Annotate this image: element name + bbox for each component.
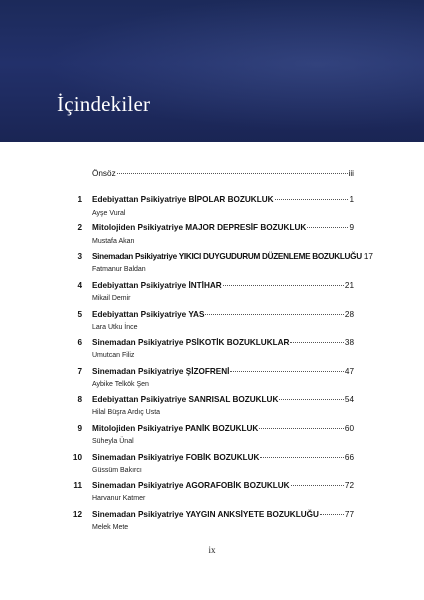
preface-page: iii bbox=[348, 169, 354, 178]
chapter-page: 21 bbox=[344, 281, 354, 290]
chapter-title: Mitolojiden Psikiyatriye PANİK BOZUKLUK bbox=[92, 424, 259, 433]
chapter-title: Mitolojiden Psikiyatriye MAJOR DEPRESİF BOZUKLUK bbox=[92, 223, 307, 232]
chapter-number: 3 bbox=[77, 252, 82, 261]
toc-entry[interactable] bbox=[92, 310, 354, 319]
toc-entry[interactable] bbox=[92, 367, 354, 376]
chapter-title: Sinemadan Psikiyatriye AGORAFOBİK BOZUKLUK bbox=[92, 481, 290, 490]
preface-title: Önsöz bbox=[92, 169, 116, 178]
chapter-page: 54 bbox=[344, 395, 354, 404]
chapter-title: Sinemadan Psikiyatriye PSİKOTİK BOZUKLUKLAR bbox=[92, 338, 290, 347]
leader-dots bbox=[320, 514, 344, 515]
chapter-title: Edebiyattan Psikiyatriye BİPOLAR BOZUKLUK bbox=[92, 195, 274, 204]
page-title: İçindekiler bbox=[57, 92, 151, 116]
toc-entry[interactable] bbox=[92, 395, 354, 404]
leader-dots bbox=[307, 227, 348, 228]
chapter-author: Ayşe Vural bbox=[92, 210, 126, 217]
chapter-title: Edebiyattan Psikiyatriye YAS bbox=[92, 310, 205, 319]
chapter-author: Umutcan Filiz bbox=[92, 352, 135, 359]
chapter-page: 1 bbox=[349, 195, 354, 204]
leader-dots bbox=[275, 199, 349, 200]
chapter-title: Edebiyattan Psikiyatriye İNTİHAR bbox=[92, 281, 222, 290]
chapter-number: 2 bbox=[77, 223, 82, 232]
leader-dots bbox=[260, 457, 343, 458]
chapter-number: 4 bbox=[77, 281, 82, 290]
chapter-title: Edebiyattan Psikiyatriye SANRISAL BOZUKLUK bbox=[92, 395, 279, 404]
leader-dots bbox=[205, 314, 343, 315]
chapter-page: 60 bbox=[344, 424, 354, 433]
leader-dots bbox=[290, 342, 343, 343]
chapter-title: Sinemadan Psikiyatriye YAYGIN ANKSİYETE BOZUKLUĞU bbox=[92, 510, 319, 519]
chapter-number: 8 bbox=[77, 395, 82, 404]
chapter-page: 72 bbox=[344, 481, 354, 490]
toc-entry[interactable] bbox=[92, 195, 354, 204]
leader-dots bbox=[223, 285, 344, 286]
chapter-page: 28 bbox=[344, 310, 354, 319]
leader-dots bbox=[117, 173, 348, 174]
chapter-number: 5 bbox=[77, 310, 82, 319]
chapter-number: 7 bbox=[77, 367, 82, 376]
leader-dots bbox=[259, 428, 344, 429]
chapter-title: Sinemadan Psikiyatriye ŞİZOFRENİ bbox=[92, 367, 230, 376]
chapter-author: Süheyla Ünal bbox=[92, 438, 134, 445]
chapter-number: 9 bbox=[77, 424, 82, 433]
chapter-author: Aybike Telkök Şen bbox=[92, 381, 149, 388]
toc-entry-preface[interactable] bbox=[92, 169, 354, 178]
chapter-page: 38 bbox=[344, 338, 354, 347]
chapter-number: 6 bbox=[77, 338, 82, 347]
toc-entry[interactable] bbox=[92, 481, 354, 490]
chapter-author: Güssüm Bakırcı bbox=[92, 467, 142, 474]
leader-dots bbox=[279, 399, 344, 400]
toc-entry[interactable] bbox=[92, 453, 354, 462]
chapter-page: 9 bbox=[349, 223, 354, 232]
toc-entry[interactable] bbox=[92, 510, 354, 519]
chapter-number: 12 bbox=[72, 510, 82, 519]
chapter-page: 47 bbox=[344, 367, 354, 376]
chapter-author: Fatmanur Baldan bbox=[92, 266, 146, 273]
chapter-title: Sinemadan Psikiyatriye FOBİK BOZUKLUK bbox=[92, 453, 260, 462]
toc-entry[interactable] bbox=[92, 223, 354, 232]
chapter-author: Mustafa Akan bbox=[92, 238, 135, 245]
leader-dots bbox=[291, 485, 344, 486]
leader-dots bbox=[230, 371, 343, 372]
chapter-number: 10 bbox=[72, 453, 82, 462]
page-number: ix bbox=[208, 545, 216, 555]
chapter-author: Harvanur Katmer bbox=[92, 495, 146, 502]
chapter-title: Sinemadan Psikiyatriye YIKICI DUYGUDURUM DÜZENLEME BOZUKLUĞU bbox=[92, 252, 362, 261]
chapter-author: Hilal Büşra Ardıç Usta bbox=[92, 409, 161, 416]
chapter-author: Mikail Demir bbox=[92, 295, 131, 302]
toc-entry[interactable] bbox=[92, 424, 354, 433]
chapter-page: 77 bbox=[344, 510, 354, 519]
chapter-page: 17 bbox=[363, 252, 373, 261]
chapter-number: 11 bbox=[73, 481, 82, 490]
toc-entry[interactable] bbox=[92, 252, 373, 261]
chapter-author: Lara Utku İnce bbox=[92, 324, 138, 331]
toc-entry[interactable] bbox=[92, 281, 354, 290]
chapter-page: 66 bbox=[344, 453, 354, 462]
chapter-author: Melek Mete bbox=[92, 524, 129, 531]
toc-entry[interactable] bbox=[92, 338, 354, 347]
chapter-number: 1 bbox=[77, 195, 82, 204]
